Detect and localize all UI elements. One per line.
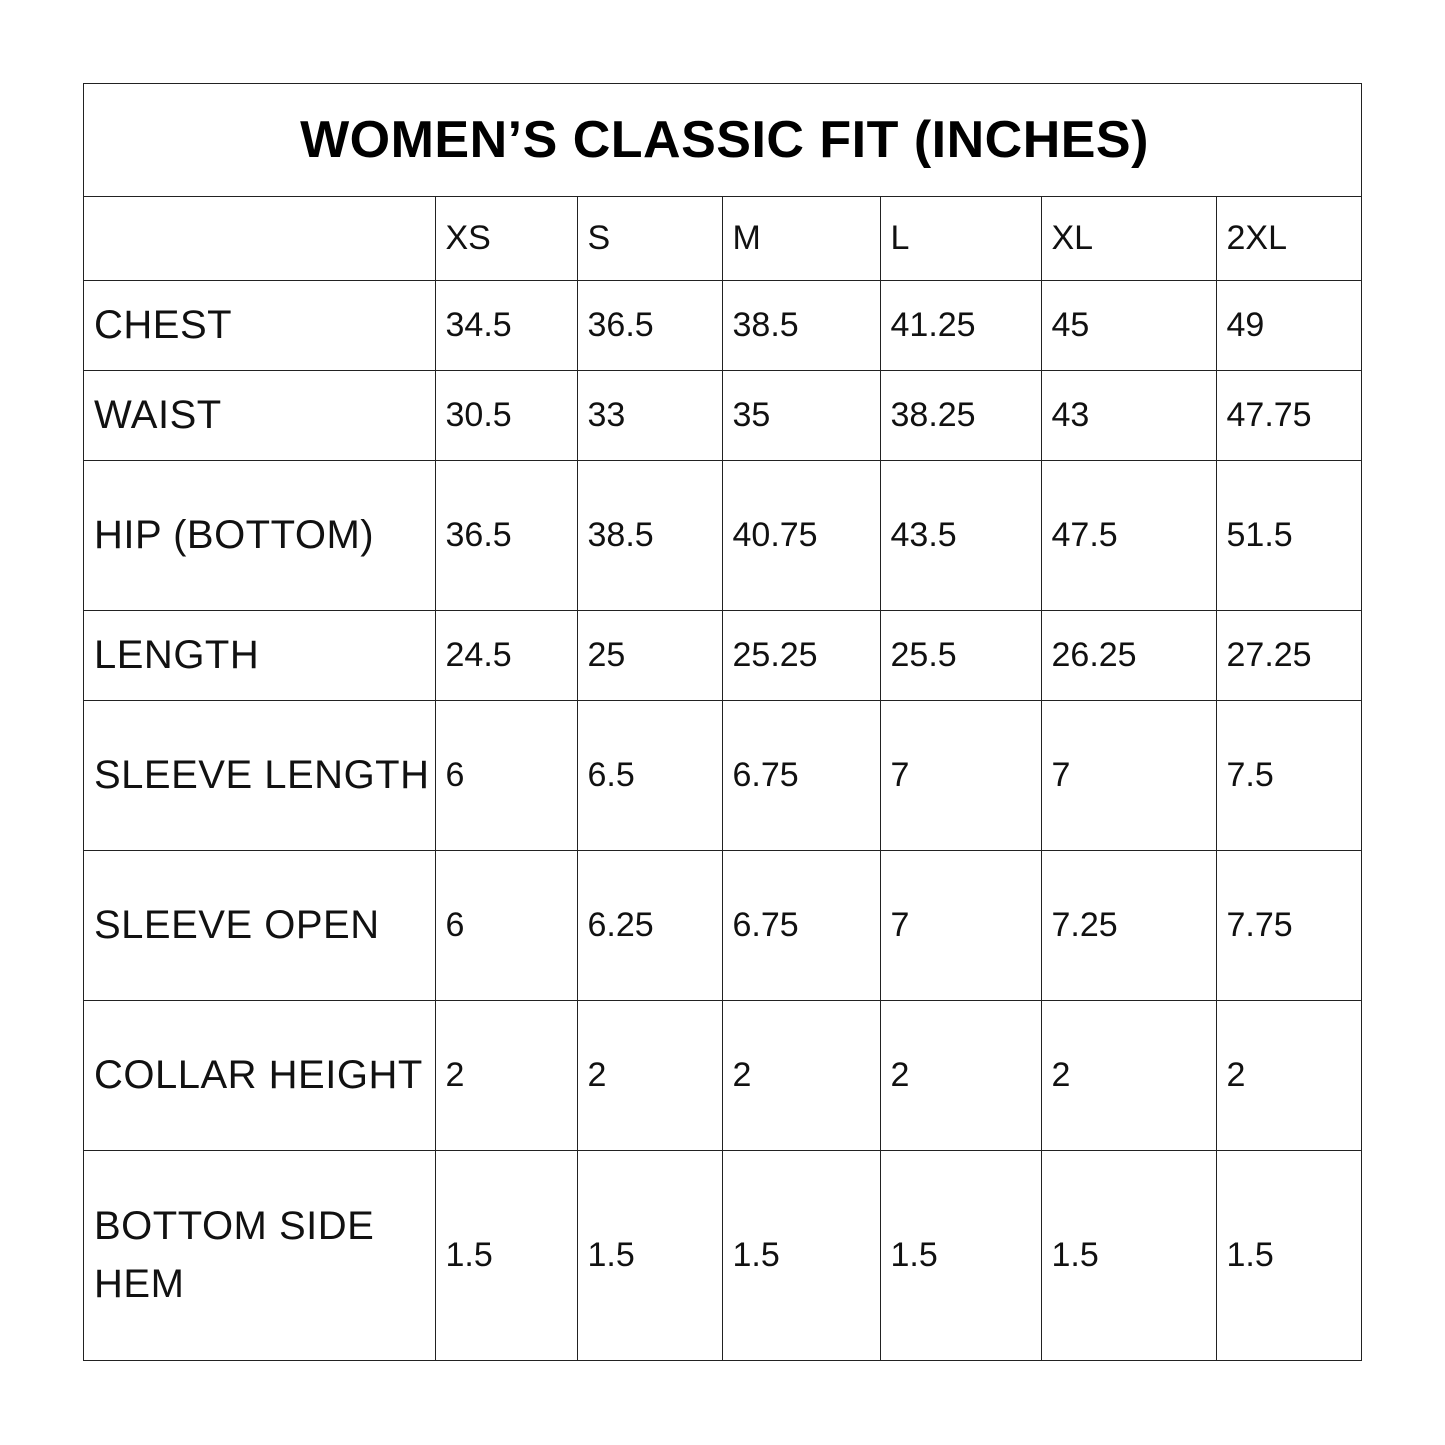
value-cell-s: 33 — [577, 370, 722, 460]
value-cell-xs: 6 — [435, 850, 577, 1000]
chart-title: WOMEN’S CLASSIC FIT (INCHES) — [300, 111, 1149, 169]
value-cell-m: 35 — [722, 370, 880, 460]
size-table — [84, 197, 1361, 1360]
measurement-label: SLEEVE LENGTH — [84, 700, 435, 850]
value-cell-2xl: 51.5 — [1216, 460, 1361, 610]
value-cell-s: 38.5 — [577, 460, 722, 610]
size-header-l: L — [880, 197, 1041, 280]
value-cell-s: 6.25 — [577, 850, 722, 1000]
value-cell-m: 6.75 — [722, 700, 880, 850]
value-cell-m: 1.5 — [722, 1150, 880, 1360]
value-cell-2xl: 1.5 — [1216, 1150, 1361, 1360]
value-cell-l: 2 — [880, 1000, 1041, 1150]
value-cell-2xl: 7.75 — [1216, 850, 1361, 1000]
value-cell-s: 6.5 — [577, 700, 722, 850]
corner-cell — [84, 197, 435, 280]
value-cell-l: 38.25 — [880, 370, 1041, 460]
value-cell-xl: 7 — [1041, 700, 1216, 850]
header-row — [84, 197, 1361, 280]
value-cell-l: 7 — [880, 850, 1041, 1000]
value-cell-m: 38.5 — [722, 280, 880, 370]
value-cell-l: 1.5 — [880, 1150, 1041, 1360]
size-header-m: M — [722, 197, 880, 280]
value-cell-m: 2 — [722, 1000, 880, 1150]
value-cell-xs: 1.5 — [435, 1150, 577, 1360]
table-row — [84, 460, 1361, 610]
value-cell-2xl: 7.5 — [1216, 700, 1361, 850]
table-row — [84, 1150, 1361, 1360]
value-cell-xs: 24.5 — [435, 610, 577, 700]
table-row — [84, 370, 1361, 460]
measurement-label: COLLAR HEIGHT — [84, 1000, 435, 1150]
value-cell-2xl: 2 — [1216, 1000, 1361, 1150]
size-header-xs: XS — [435, 197, 577, 280]
value-cell-xs: 36.5 — [435, 460, 577, 610]
value-cell-2xl: 27.25 — [1216, 610, 1361, 700]
value-cell-xl: 26.25 — [1041, 610, 1216, 700]
value-cell-l: 43.5 — [880, 460, 1041, 610]
value-cell-s: 25 — [577, 610, 722, 700]
value-cell-xl: 47.5 — [1041, 460, 1216, 610]
measurement-label: CHEST — [84, 280, 435, 370]
size-chart — [83, 83, 1362, 1361]
table-row — [84, 610, 1361, 700]
value-cell-l: 41.25 — [880, 280, 1041, 370]
measurement-label: HIP (BOTTOM) — [84, 460, 435, 610]
value-cell-m: 25.25 — [722, 610, 880, 700]
table-row — [84, 700, 1361, 850]
measurement-label: WAIST — [84, 370, 435, 460]
size-header-2xl: 2XL — [1216, 197, 1361, 280]
value-cell-s: 36.5 — [577, 280, 722, 370]
measurement-label: SLEEVE OPEN — [84, 850, 435, 1000]
size-header-s: S — [577, 197, 722, 280]
value-cell-xs: 30.5 — [435, 370, 577, 460]
value-cell-xl: 2 — [1041, 1000, 1216, 1150]
title-row — [84, 84, 1361, 197]
value-cell-m: 6.75 — [722, 850, 880, 1000]
measurement-label: BOTTOM SIDE HEM — [84, 1150, 435, 1360]
value-cell-s: 1.5 — [577, 1150, 722, 1360]
table-row — [84, 1000, 1361, 1150]
value-cell-xl: 43 — [1041, 370, 1216, 460]
value-cell-l: 25.5 — [880, 610, 1041, 700]
value-cell-xl: 1.5 — [1041, 1150, 1216, 1360]
value-cell-xl: 45 — [1041, 280, 1216, 370]
value-cell-xs: 2 — [435, 1000, 577, 1150]
size-header-xl: XL — [1041, 197, 1216, 280]
value-cell-2xl: 49 — [1216, 280, 1361, 370]
table-row — [84, 280, 1361, 370]
value-cell-xl: 7.25 — [1041, 850, 1216, 1000]
value-cell-2xl: 47.75 — [1216, 370, 1361, 460]
value-cell-xs: 6 — [435, 700, 577, 850]
value-cell-l: 7 — [880, 700, 1041, 850]
measurement-label: LENGTH — [84, 610, 435, 700]
value-cell-m: 40.75 — [722, 460, 880, 610]
table-row — [84, 850, 1361, 1000]
value-cell-xs: 34.5 — [435, 280, 577, 370]
value-cell-s: 2 — [577, 1000, 722, 1150]
